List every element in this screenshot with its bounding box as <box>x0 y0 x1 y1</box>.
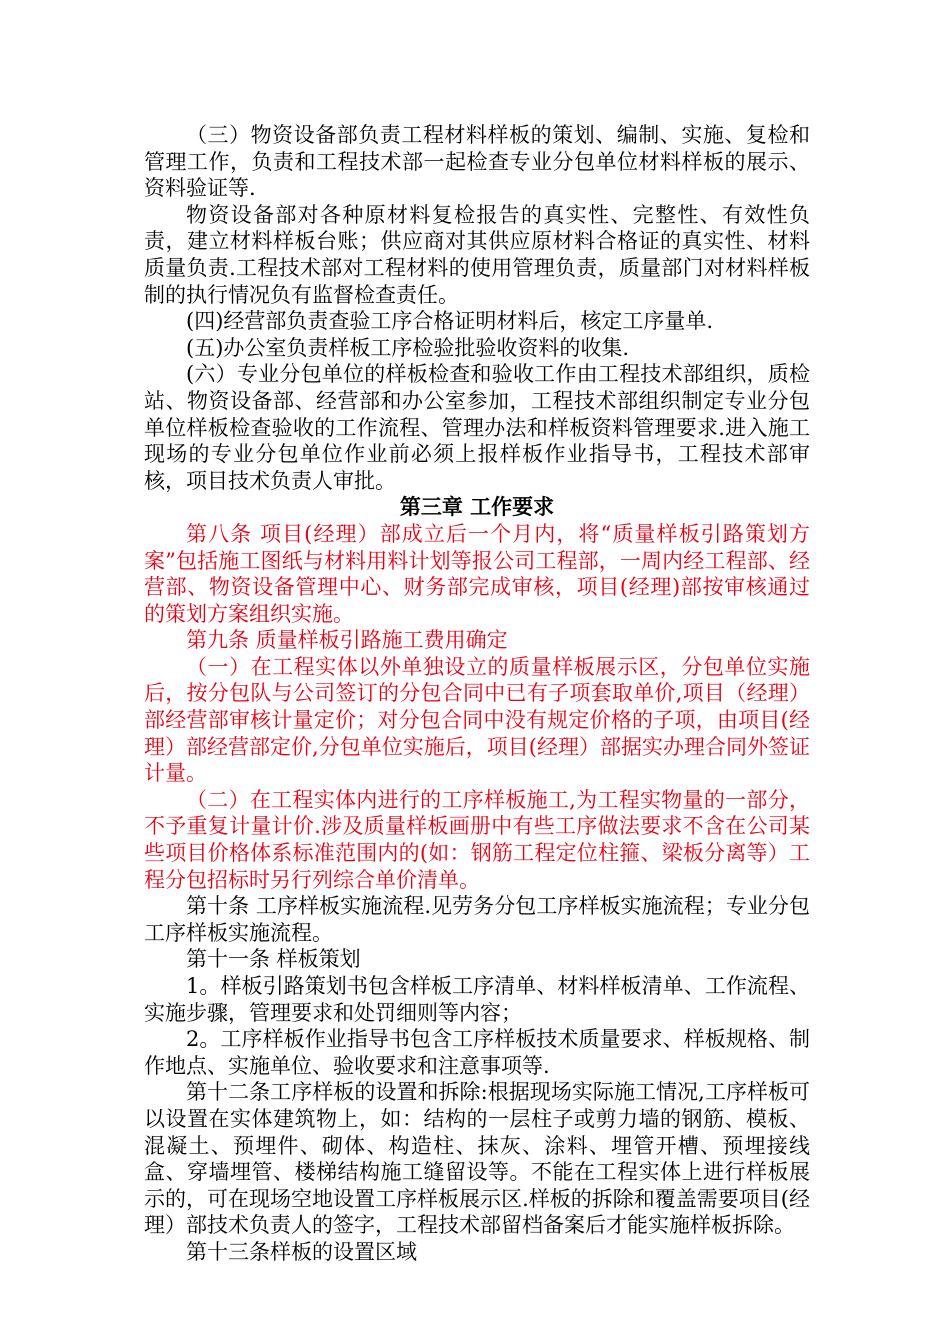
paragraph-article-9-item-2: （二）在工程实体内进行的工序样板施工,为工程实物量的一部分，不予重复计量计价.涉及质量样板画册中有些工序做法要求不含在公司某些项目价格体系标准范围内的(如：钢筋工程定位柱箍、梁板分离等）工程分包招标时另行列综合单价清单。 <box>144 787 810 892</box>
paragraph-section-5: (五)办公室负责样板工序检验批验收资料的收集. <box>186 335 630 360</box>
paragraph-article-9-item-1: （一）在工程实体以外单独设立的质量样板展示区，分包单位实施后，按分包队与公司签订的分包合同中已有子项套取单价,项目（经理）部经营部审核计量定价；对分包合同中没有规定价格的子项，由项目(经理）部经营部定价,分包单位实施后，项目(经理）部据实办理合同外签证计量。 <box>144 654 810 786</box>
document-body <box>144 122 810 1266</box>
paragraph-article-10: 第十条 工序样板实施流程.见劳务分包工序样板实施流程；专业分包工序样板实施流程。 <box>144 894 810 945</box>
paragraph-section-6: (六）专业分包单位的样板检查和验收工作由工程技术部组织，质检站、物资设备部、经营部和办公室参加，工程技术部组织制定专业分包单位样板检查验收的工作流程、管理办法和样板资料管理要求.进入施工现场的专业分包单位作业前必须上报样板作业指导书，工程技术部审核，项目技术负责人审批。 <box>144 362 810 493</box>
paragraph-article-11: 第十一条 样板策划 <box>186 947 361 972</box>
chapter-heading: 第三章 工作要求 <box>399 495 555 520</box>
paragraph-article-12: 第十二条工序样板的设置和拆除:根据现场实际施工情况,工序样板可以设置在实体建筑物上，如：结构的一层柱子或剪力墙的钢筋、模板、混凝土、预埋件、砌体、构造柱、抹灰、涂料、埋管开槽、预埋接线盒、穿墙埋管、楼梯结构施工缝留设等。不能在工程实体上进行样板展示的，可在现场空地设置工序样板展示区.样板的拆除和覆盖需要项目(经理）部技术负责人的签字，工程技术部留档备案后才能实施样板拆除。 <box>144 1080 810 1238</box>
paragraph-section-3: （三）物资设备部负责工程材料样板的策划、编制、实施、复检和管理工作，负责和工程技术部一起检查专业分包单位材料样板的展示、资料验证等. <box>144 123 810 201</box>
paragraph-article-11-item-2: 2。工序样板作业指导书包含工序样板技术质量要求、样板规格、制作地点、实施单位、验收要求和注意事项等. <box>144 1027 810 1078</box>
paragraph-article-8: 第八条 项目(经理）部成立后一个月内，将“质量样板引路策划方案”包括施工图纸与材料用料计划等报公司工程部，一周内经工程部、经营部、物资设备管理中心、财务部完成审核，项目(经理)部按审核通过的策划方案组织实施。 <box>144 521 810 626</box>
paragraph-material-dept: 物资设备部对各种原材料复检报告的真实性、完整性、有效性负责，建立材料样板台账；供应商对其供应原材料合格证的真实性、材料质量负责.工程技术部对工程材料的使用管理负责，质量部门对材料样板制的执行情况负有监督检查责任。 <box>144 202 810 307</box>
paragraph-section-4: (四)经营部负责查验工序合格证明材料后，核定工序量单. <box>186 309 714 334</box>
paragraph-article-13: 第十三条样板的设置区域 <box>186 1239 417 1264</box>
paragraph-article-11-item-1: 1。样板引路策划书包含样板工序清单、材料样板清单、工作流程、实施步骤，管理要求和处罚细则等内容； <box>144 974 810 1025</box>
paragraph-article-9: 第九条 质量样板引路施工费用确定 <box>186 628 508 653</box>
